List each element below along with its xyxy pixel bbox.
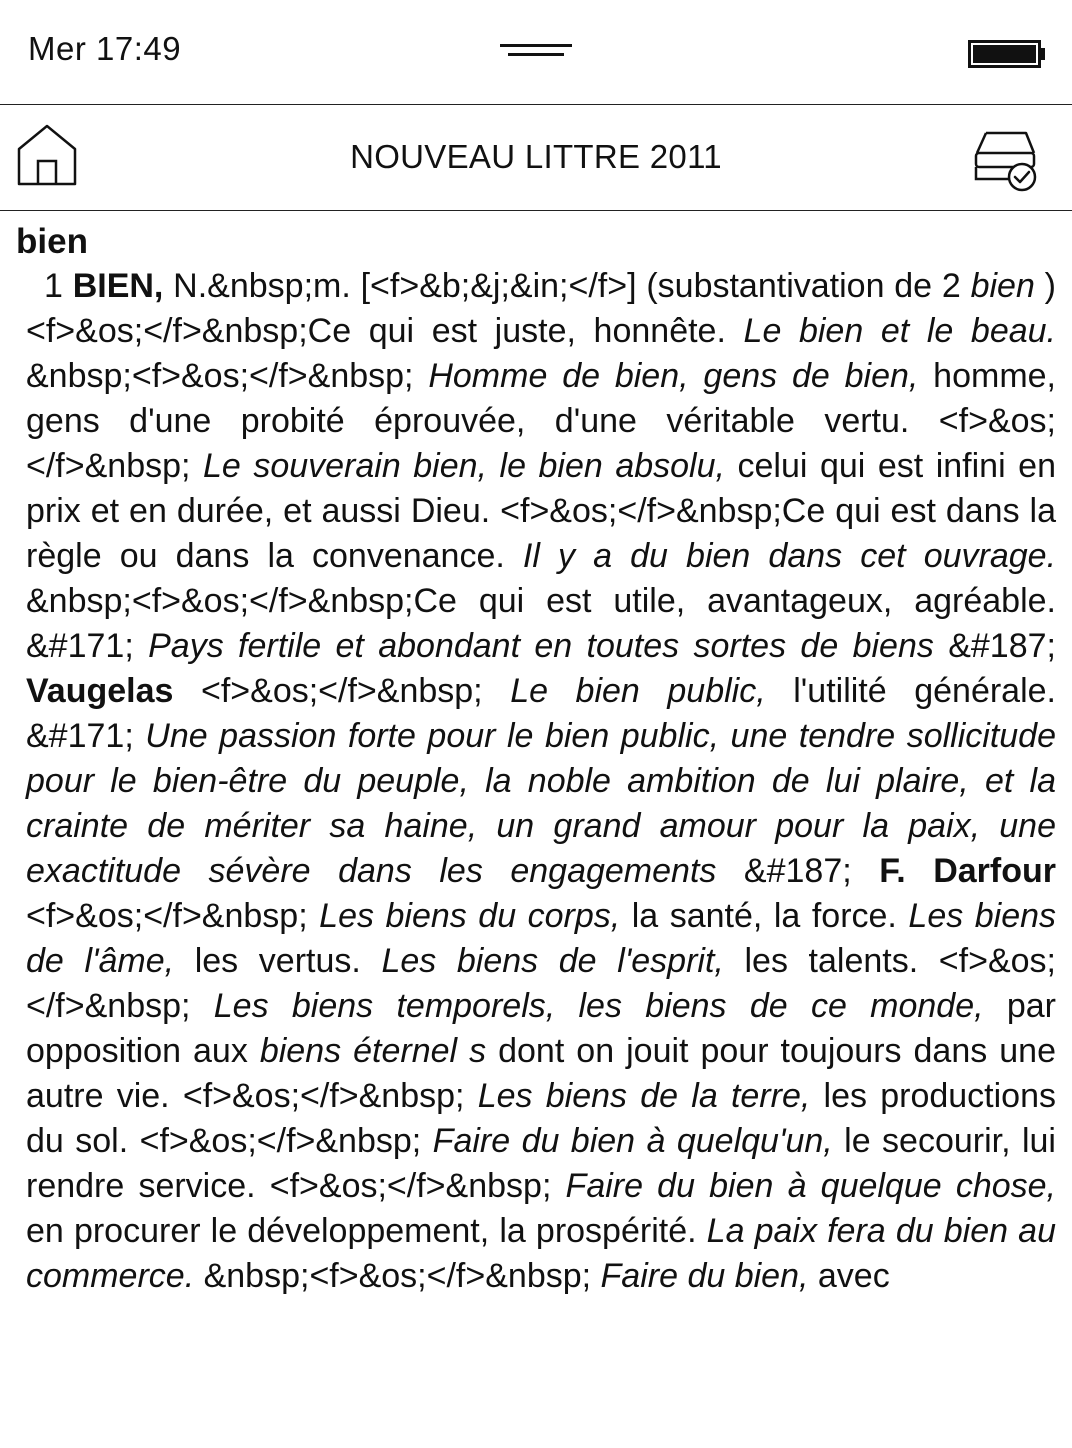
entry-segment: 1	[44, 267, 73, 305]
entry-segment: F. Darfour	[879, 852, 1056, 890]
dictionary-content[interactable]	[0, 212, 1072, 1448]
entry-segment: Vaugelas	[26, 672, 174, 710]
entry-segment: Le bien public,	[510, 672, 766, 710]
entry-segment: N.&nbsp;m. [<f>&b;&j;&in;</f>] (substantivation de 2	[163, 267, 971, 305]
entry-segment: Le bien et le beau.	[743, 312, 1056, 350]
app-header	[0, 105, 1072, 211]
entry-segment: Les biens du corps,	[319, 897, 621, 935]
entry-segment: BIEN,	[72, 267, 164, 305]
entry-segment: homme, gens d'une probité éprouvée, d'une véritable vertu. <f>&os;</f>&nbsp;	[26, 357, 1056, 485]
entry-segment: Les biens de la terre,	[477, 1077, 811, 1115]
entry-segment: Les biens de l'esprit,	[381, 942, 724, 980]
entry-segment: &nbsp;<f>&os;</f>&nbsp;Ce qui est utile, avantageux, agréable. &#171;	[26, 582, 1056, 665]
entry-segment: <f>&os;</f>&nbsp;	[26, 897, 320, 935]
entry-segment: bien	[970, 267, 1035, 305]
entry-segment: Il y a du bien dans cet ouvrage.	[522, 537, 1057, 575]
entry-segment: le secourir, lui rendre service. <f>&os;</f>&nbsp;	[26, 1122, 1056, 1205]
page-title: NOUVEAU LITTRE 2011	[350, 138, 722, 175]
entry-segment: Pays fertile et abondant en toutes sortes de biens	[148, 627, 934, 665]
entry-definition	[26, 264, 1056, 1299]
entry-segment: &#187;	[933, 627, 1056, 665]
entry-segment: dont on jouit pour toujours dans une autre vie. <f>&os;</f>&nbsp;	[26, 1032, 1056, 1115]
entry-segment: avec	[808, 1257, 890, 1295]
entry-segment: Les biens de l'âme,	[26, 897, 1057, 980]
dictionary-button[interactable]	[972, 127, 1042, 193]
entry-segment: les talents. <f>&os;</f>&nbsp;	[26, 942, 1056, 1025]
status-bar	[0, 0, 1072, 105]
dictionary-check-icon	[972, 127, 1042, 193]
entry-segment: Les biens temporels, les biens de ce monde,	[213, 987, 984, 1025]
entry-segment: Homme de bien, gens de bien,	[428, 357, 919, 395]
entry-segment: &#187;	[716, 852, 880, 890]
entry-segment: par opposition aux	[26, 987, 1057, 1070]
entry-segment: Faire du bien à quelqu'un,	[432, 1122, 833, 1160]
menu-handle-icon[interactable]	[500, 44, 572, 60]
entry-segment: La paix fera du bien au commerce.	[26, 1212, 1056, 1295]
battery-icon	[968, 40, 1046, 73]
headword: bien	[16, 222, 88, 261]
entry-segment: la santé, la force.	[620, 897, 909, 935]
entry-segment: Faire du bien à quelque chose,	[565, 1167, 1056, 1205]
entry-segment: biens éternel s	[259, 1032, 487, 1070]
entry-segment: Faire du bien,	[600, 1257, 809, 1295]
entry-segment: les productions du sol. <f>&os;</f>&nbsp;	[26, 1077, 1056, 1160]
entry-segment: &nbsp;<f>&os;</f>&nbsp;	[194, 1257, 601, 1295]
entry-segment: celui qui est infini en prix et en durée, et aussi Dieu. <f>&os;</f>&nbsp;Ce qui est dans la règle ou dans la convenance.	[26, 447, 1056, 575]
entry-segment: l'utilité générale. &#171;	[26, 672, 1056, 755]
entry-segment: Le souverain bien, le bien absolu,	[202, 447, 725, 485]
entry-segment: Une passion forte pour le bien public, une tendre sollicitude pour le bien-être du peuple, la noble ambition de lui plaire, et la crainte de mériter sa haine, un grand amour pour la paix, une exactitude sévère dans les engagements	[26, 717, 1056, 890]
entry-segment: &nbsp;<f>&os;</f>&nbsp;	[26, 357, 429, 395]
entry-segment: ) <f>&os;</f>&nbsp;Ce qui est juste, honnête.	[26, 267, 1056, 350]
status-time: Mer 17:49	[28, 30, 182, 67]
entry-segment: <f>&os;</f>&nbsp;	[173, 672, 511, 710]
entry-segment: les vertus.	[174, 942, 382, 980]
entry-segment: en procurer le développement, la prospérité.	[26, 1212, 707, 1250]
